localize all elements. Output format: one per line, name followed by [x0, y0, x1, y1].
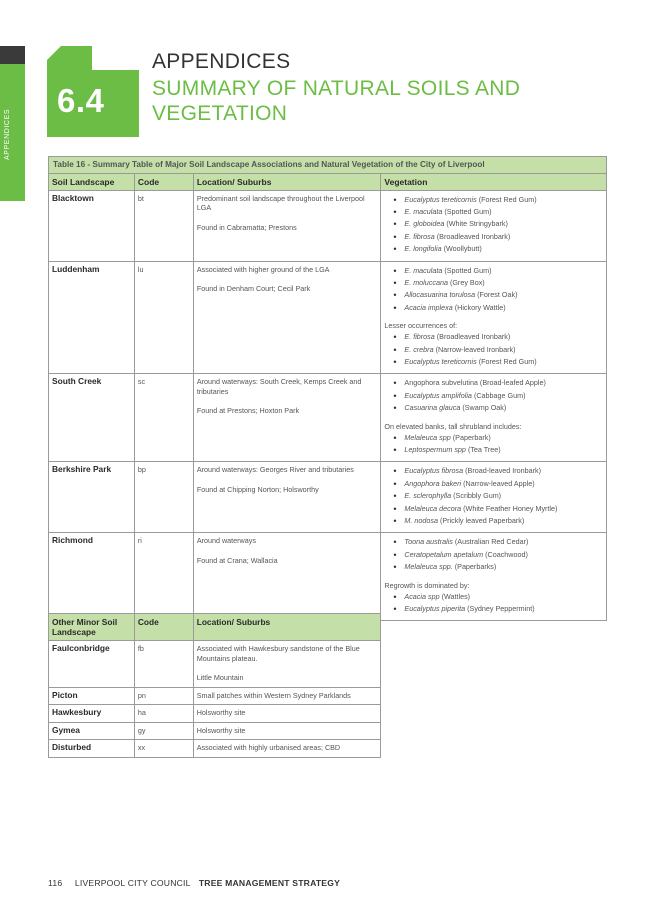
vegetation-item: • Eucalyptus fibrosa (Broad-leaved Ironbark)	[384, 465, 603, 477]
minor-soil-table	[48, 613, 381, 758]
table-header-row	[49, 173, 607, 190]
soil-name: Faulconbridge	[49, 641, 135, 688]
vegetation-item: • Leptospermum spp (Tea Tree)	[384, 444, 603, 456]
soil-code: pn	[134, 687, 193, 705]
soil-code: ri	[134, 533, 193, 621]
vegetation-item: • Melaleuca decora (White Feather Honey Myrtle)	[384, 503, 603, 515]
vegetation-item: • E. longifolia (Woollybutt)	[384, 243, 603, 255]
soil-name: Gymea	[49, 722, 135, 740]
vegetation-item: • E. maculata (Spotted Gum)	[384, 206, 603, 218]
vegetation-item: • E. sclerophylla (Scribbly Gum)	[384, 490, 603, 502]
side-tab-dark	[0, 46, 25, 64]
vegetation-list	[384, 265, 603, 315]
soil-name: Hawkesbury	[49, 705, 135, 723]
side-tab-label: APPENDICES	[4, 108, 11, 160]
location-cell	[193, 374, 381, 462]
vegetation-cell	[381, 261, 607, 374]
table-row	[49, 462, 607, 533]
vegetation-item: • E. maculata (Spotted Gum)	[384, 265, 603, 277]
vegetation-list-secondary	[384, 591, 603, 616]
footer-document-title: TREE MANAGEMENT STRATEGY	[198, 878, 341, 888]
location-note: Found in Denham Court; Cecil Park	[196, 284, 311, 294]
vegetation-list	[384, 536, 603, 573]
vegetation-item: • Eucalyptus tereticornis (Forest Red Gum)	[384, 356, 603, 368]
soil-code: gy	[134, 722, 193, 740]
table-row	[49, 533, 607, 621]
header-code: Code	[134, 173, 193, 190]
soil-code: bp	[134, 462, 193, 533]
location-text: Holsworthy site	[193, 705, 380, 723]
table-row	[49, 261, 607, 374]
soil-landscape-table	[48, 156, 607, 621]
vegetation-item: • Angophora subvelutina (Broad-leafed Apple)	[384, 377, 603, 389]
table-row	[49, 740, 381, 758]
vegetation-item: • Angophora bakeri (Narrow-leaved Apple)	[384, 478, 603, 490]
header-soil-landscape: Soil Landscape	[49, 173, 135, 190]
soil-name: Luddenham	[49, 261, 135, 374]
header-location: Location/ Suburbs	[193, 173, 381, 190]
section-number: 6.4	[57, 82, 105, 119]
vegetation-item: • E. fibrosa (Broadleaved Ironbark)	[384, 231, 603, 243]
table-caption: Table 16 - Summary Table of Major Soil Landscape Associations and Natural Vegetation of the City of Liverpool	[49, 157, 607, 174]
location-note: Found at Crana; Wallacia	[196, 555, 278, 565]
vegetation-item: • Acacia implexa (Hickory Wattle)	[384, 302, 603, 314]
vegetation-cell	[381, 462, 607, 533]
location-text: Predominant soil landscape throughout the Liverpool LGA	[196, 193, 365, 212]
vegetation-item: • E. globoidea (White Stringybark)	[384, 218, 603, 230]
table-row	[49, 190, 607, 261]
soil-name: Blacktown	[49, 190, 135, 261]
location-cell	[193, 641, 380, 688]
vegetation-list	[384, 194, 603, 256]
location-text: Around waterways: Georges River and tributaries	[196, 465, 354, 475]
vegetation-item: • Casuarina glauca (Swamp Oak)	[384, 402, 603, 414]
soil-code: xx	[134, 740, 193, 758]
location-text: Associated with higher ground of the LGA	[196, 264, 330, 274]
header-location: Location/ Suburbs	[193, 614, 380, 641]
location-text: Holsworthy site	[193, 722, 380, 740]
vegetation-note: On elevated banks, tall shrubland includes:	[384, 421, 522, 431]
table-row	[49, 641, 381, 688]
soil-code: ha	[134, 705, 193, 723]
vegetation-item: • Allocasuarina torulosa (Forest Oak)	[384, 289, 603, 301]
footer-council: LIVERPOOL CITY COUNCIL	[74, 878, 191, 888]
soil-name: Richmond	[49, 533, 135, 621]
vegetation-item: • Toona australis (Australian Red Cedar)	[384, 536, 603, 548]
vegetation-item: • Eucalyptus amplifolia (Cabbage Gum)	[384, 390, 603, 402]
vegetation-item: • Melaleuca spp. (Paperbarks)	[384, 561, 603, 573]
table-row	[49, 705, 381, 723]
soil-name: Disturbed	[49, 740, 135, 758]
location-note: Found at Chipping Norton; Holsworthy	[196, 484, 319, 494]
vegetation-note: Regrowth is dominated by:	[384, 580, 470, 590]
soil-name: South Creek	[49, 374, 135, 462]
vegetation-list	[384, 377, 603, 414]
header-vegetation: Vegetation	[381, 173, 607, 190]
location-cell	[193, 261, 381, 374]
location-note: Found in Cabramatta; Prestons	[196, 222, 297, 232]
soil-code: bt	[134, 190, 193, 261]
location-cell	[193, 462, 381, 533]
soil-code: sc	[134, 374, 193, 462]
location-note: Found at Prestons; Hoxton Park	[196, 406, 300, 416]
vegetation-item: • Ceratopetalum apetalum (Coachwood)	[384, 549, 603, 561]
location-note: Little Mountain	[196, 673, 244, 682]
location-text: Associated with highly urbanised areas; CBD	[193, 740, 380, 758]
vegetation-item: • E. crebra (Narrow-leaved Ironbark)	[384, 344, 603, 356]
location-text: Around waterways	[196, 536, 256, 546]
vegetation-item: • Eucalyptus piperita (Sydney Peppermint)	[384, 603, 603, 615]
vegetation-list	[384, 465, 603, 527]
table-header-row	[49, 614, 381, 641]
page-number: 116	[48, 878, 63, 888]
soil-code: fb	[134, 641, 193, 688]
soil-code: lu	[134, 261, 193, 374]
vegetation-cell	[381, 533, 607, 621]
location-text: Small patches within Western Sydney Parklands	[193, 687, 380, 705]
vegetation-item: • E. fibrosa (Broadleaved Ironbark)	[384, 331, 603, 343]
location-cell	[193, 190, 381, 261]
page-footer	[48, 878, 340, 888]
vegetation-item: • M. nodosa (Prickly leaved Paperbark)	[384, 515, 603, 527]
vegetation-list-secondary	[384, 432, 603, 457]
header-code: Code	[134, 614, 193, 641]
vegetation-item: • E. moluccana (Grey Box)	[384, 277, 603, 289]
location-text: Around waterways: South Creek, Kemps Creek and tributaries	[196, 377, 362, 396]
vegetation-item: • Melaleuca spp (Paperbark)	[384, 432, 603, 444]
soil-name: Berkshire Park	[49, 462, 135, 533]
table-row	[49, 374, 607, 462]
vegetation-item: • Eucalyptus tereticornis (Forest Red Gum)	[384, 194, 603, 206]
vegetation-cell	[381, 190, 607, 261]
table-row	[49, 722, 381, 740]
location-text: Associated with Hawkesbury sandstone of the Blue Mountains plateau.	[196, 644, 360, 663]
location-cell	[193, 533, 381, 621]
header-other-minor: Other Minor Soil Landscape	[49, 614, 135, 641]
table-row	[49, 687, 381, 705]
soil-name: Picton	[49, 687, 135, 705]
vegetation-list-secondary	[384, 331, 603, 368]
page-subtitle: SUMMARY OF NATURAL SOILS AND VEGETATION	[152, 77, 521, 125]
vegetation-cell	[381, 374, 607, 462]
vegetation-note: Lesser occurrences of:	[384, 321, 458, 331]
page-title: APPENDICES	[152, 50, 291, 73]
vegetation-item: • Acacia spp (Wattles)	[384, 591, 603, 603]
